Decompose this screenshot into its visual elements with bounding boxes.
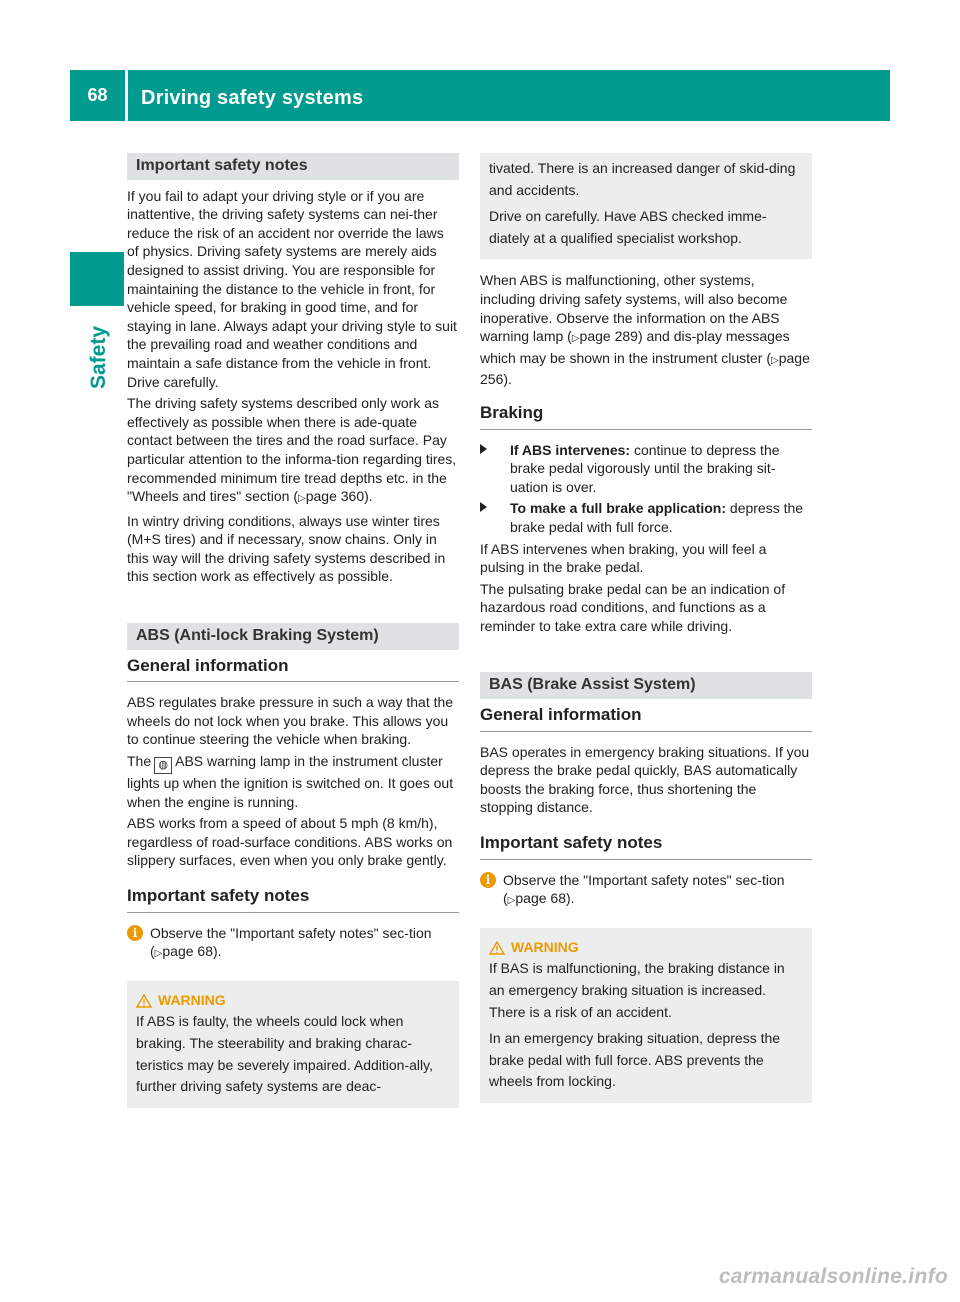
subheading-important-safety-notes: Important safety notes xyxy=(480,834,812,860)
info-icon: i xyxy=(127,925,143,941)
page-ref-link[interactable]: page 289 xyxy=(579,328,638,345)
warning-box xyxy=(127,981,459,1108)
section-title-abs: ABS (Anti-lock Braking System) xyxy=(127,623,459,650)
paragraph: ABS works from a speed of about 5 mph (8 km/h), regardless of road-surface conditions. ABS works on slippery surfaces, even when you only brake gently. xyxy=(127,815,453,869)
instruction-step: If ABS intervenes: continue to depress the brake pedal vigorously until the braking sit-uation is over. xyxy=(480,441,812,497)
page-ref-icon: ▷ xyxy=(507,895,516,907)
warning-box-continued xyxy=(480,153,812,259)
info-note: i Observe the "Important safety notes" sec-tion (▷page 68). xyxy=(480,871,812,911)
page-ref-link[interactable]: page 256 xyxy=(480,349,810,388)
paragraph: If ABS intervenes when braking, you will feel a pulsing in the brake pedal. xyxy=(480,540,767,576)
side-section-label: Safety xyxy=(87,325,110,389)
header-divider xyxy=(125,70,128,121)
info-icon: i xyxy=(480,872,496,888)
warning-triangle-icon xyxy=(136,994,152,1008)
paragraph: In wintry driving conditions, always use winter tires (M+S tires) and if necessary, snow chains. Only in this way will the driving safety systems described in this section work as effectively as possible. xyxy=(127,512,446,585)
instruction-step: To make a full brake application: depress the brake pedal with full force. xyxy=(480,499,812,536)
subheading-general-information: General information xyxy=(480,706,812,732)
paragraph: ABS regulates brake pressure in such a way that the wheels do not lock when you brake. This allows you to continue steering the vehicle when braking. xyxy=(127,694,454,748)
warning-heading: WARNING xyxy=(136,990,450,1012)
paragraph: The pulsating brake pedal can be an indication of hazardous road conditions, and functions as a reminder to take extra care while driving. xyxy=(480,580,786,634)
section-title-bas: BAS (Brake Assist System) xyxy=(480,672,812,699)
step-arrow-icon xyxy=(480,502,502,512)
page-ref-link[interactable]: page 360 xyxy=(305,488,365,505)
watermark: carmanualsonline.info xyxy=(718,1265,948,1288)
page-ref-icon: ▷ xyxy=(298,493,306,505)
paragraph: If you fail to adapt your driving style or if you are inattentive, the driving safety systems can nei-ther reduce the risk of an accident nor override the laws of physics. Driving safety systems are merely aids designed to assist driving. You are responsible for maintaining the distance to the vehicle in front, for vehicle speed, for braking in good time, and for staying in lane. Always adapt your driving style to suit the prevailing road and weather conditions and maintain a safe distance from the vehicle in front. Drive carefully. xyxy=(127,187,457,390)
warning-heading: WARNING xyxy=(489,937,803,959)
paragraph: The driving safety systems described only work as effectively as possible when there is ade-quate contact between the tires and the road surface. Pay particular attention to the informa-tion regarding tires, recommended minimum tire tread depths etc. in the "Wheels and tires" section (▷page 360). xyxy=(127,395,457,505)
page-ref-link[interactable]: page 68 xyxy=(162,943,213,960)
page-ref-link[interactable]: page 68 xyxy=(515,890,566,907)
page-ref-icon: ▷ xyxy=(154,948,163,960)
chapter-title: Driving safety systems xyxy=(141,87,364,109)
warning-triangle-icon xyxy=(489,941,505,955)
subheading-important-safety-notes: Important safety notes xyxy=(127,887,459,913)
warning-text: If ABS is faulty, the wheels could lock when braking. The steerability and braking charac-teristics may be severely impaired. Addition-ally, further driving safety systems are deac- xyxy=(136,1013,433,1095)
warning-text: If BAS is malfunctioning, the braking distance in an emergency braking situation is increased. There is a risk of an accident. xyxy=(489,960,785,1020)
left-column xyxy=(127,153,459,1108)
page-number: 68 xyxy=(87,85,108,105)
warning-text: Drive on carefully. Have ABS checked imme-diately at a qualified specialist workshop. xyxy=(489,208,767,246)
warning-text: In an emergency braking situation, depress the brake pedal with full force. ABS prevents the wheels from locking. xyxy=(489,1030,781,1090)
step-arrow-icon xyxy=(480,444,502,454)
paragraph: When ABS is malfunctioning, other systems, including driving safety systems, will also become inoperative. Observe the information on the ABS warning lamp (▷page 289) and dis-play messages which may be shown in the instrument cluster (▷page 256). xyxy=(480,272,810,388)
info-note: i Observe the "Important safety notes" sec-tion (▷page 68). xyxy=(127,924,459,964)
paragraph: The ◍ ABS warning lamp in the instrument cluster lights up when the ignition is switched on. It goes out when the engine is running. xyxy=(127,753,454,810)
subheading-braking: Braking xyxy=(480,404,812,430)
subheading-general-information: General information xyxy=(127,657,459,683)
page-ref-icon: ▷ xyxy=(571,333,580,345)
warning-box xyxy=(480,928,812,1103)
page-ref-icon: ▷ xyxy=(771,354,779,366)
section-title-important-safety-notes: Important safety notes xyxy=(127,153,459,180)
warning-text: tivated. There is an increased danger of skid-ding and accidents. xyxy=(489,160,796,198)
right-column xyxy=(480,153,812,1103)
side-tab-marker xyxy=(70,252,124,306)
paragraph: BAS operates in emergency braking situations. If you depress the brake pedal quickly, BAS automatically boosts the braking force, thus shortening the stopping distance. xyxy=(480,743,810,816)
abs-warning-lamp-icon: ◍ xyxy=(154,757,172,774)
